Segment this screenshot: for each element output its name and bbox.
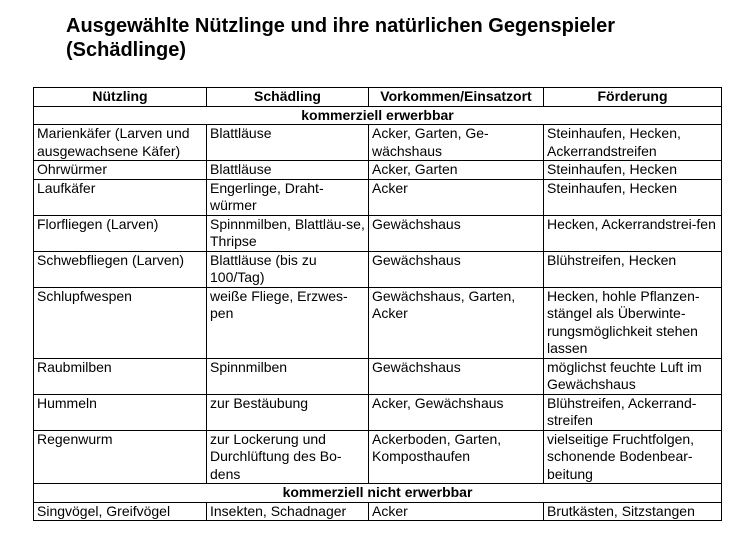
cell-vorkommen: Acker xyxy=(369,502,544,521)
table-row xyxy=(34,394,722,430)
cell-nuetzling: Ohrwürmer xyxy=(34,161,207,180)
cell-foerderung: vielseitige Fruchtfolgen, schonende Bodenbear-beitung xyxy=(544,430,722,484)
table-row xyxy=(34,215,722,251)
beneficials-table xyxy=(33,87,722,521)
table-row xyxy=(34,179,722,215)
cell-nuetzling: Marienkäfer (Larven und ausgewachsene Käfer) xyxy=(34,125,207,161)
table-row xyxy=(34,251,722,287)
cell-foerderung: Blühstreifen, Hecken xyxy=(544,251,722,287)
cell-schaedling: Spinnmilben xyxy=(207,358,369,394)
cell-vorkommen: Acker, Gewächshaus xyxy=(369,394,544,430)
cell-vorkommen: Gewächshaus xyxy=(369,358,544,394)
table-row xyxy=(34,502,722,521)
cell-schaedling: weiße Fliege, Erzwes-pen xyxy=(207,287,369,358)
cell-schaedling: Blattläuse xyxy=(207,125,369,161)
cell-schaedling: Insekten, Schadnager xyxy=(207,502,369,521)
cell-nuetzling: Singvögel, Greifvögel xyxy=(34,502,207,521)
cell-schaedling: Spinnmilben, Blattläu-se, Thripse xyxy=(207,215,369,251)
table-row xyxy=(34,287,722,358)
table-row xyxy=(34,161,722,180)
header-vorkommen: Vorkommen/Einsatzort xyxy=(369,88,544,107)
section-row xyxy=(34,484,722,503)
cell-foerderung: Hecken, hohle Pflanzen-stängel als Überwinte-rungsmöglichkeit stehen lassen xyxy=(544,287,722,358)
header-schaedling: Schädling xyxy=(207,88,369,107)
cell-nuetzling: Hummeln xyxy=(34,394,207,430)
section-label: kommerziell nicht erwerbbar xyxy=(34,484,722,503)
section-row xyxy=(34,106,722,125)
cell-vorkommen: Gewächshaus, Garten, Acker xyxy=(369,287,544,358)
cell-vorkommen: Ackerboden, Garten, Komposthaufen xyxy=(369,430,544,484)
cell-foerderung: Steinhaufen, Hecken xyxy=(544,179,722,215)
cell-vorkommen: Gewächshaus xyxy=(369,215,544,251)
cell-vorkommen: Gewächshaus xyxy=(369,251,544,287)
cell-vorkommen: Acker xyxy=(369,179,544,215)
cell-schaedling: zur Lockerung und Durchlüftung des Bo-dens xyxy=(207,430,369,484)
cell-nuetzling: Schwebfliegen (Larven) xyxy=(34,251,207,287)
table-row xyxy=(34,125,722,161)
table-row xyxy=(34,358,722,394)
cell-schaedling: zur Bestäubung xyxy=(207,394,369,430)
header-foerderung: Förderung xyxy=(544,88,722,107)
cell-foerderung: Blühstreifen, Ackerrand-streifen xyxy=(544,394,722,430)
cell-nuetzling: Florfliegen (Larven) xyxy=(34,215,207,251)
cell-foerderung: Steinhaufen, Hecken, Ackerrandstreifen xyxy=(544,125,722,161)
cell-schaedling: Blattläuse (bis zu 100/Tag) xyxy=(207,251,369,287)
cell-nuetzling: Regenwurm xyxy=(34,430,207,484)
cell-nuetzling: Laufkäfer xyxy=(34,179,207,215)
cell-vorkommen: Acker, Garten xyxy=(369,161,544,180)
table-body xyxy=(34,106,722,521)
table-row xyxy=(34,430,722,484)
cell-foerderung: Brutkästen, Sitzstangen xyxy=(544,502,722,521)
cell-foerderung: möglichst feuchte Luft im Gewächshaus xyxy=(544,358,722,394)
cell-foerderung: Hecken, Ackerrandstrei-fen xyxy=(544,215,722,251)
table-header-row xyxy=(34,88,722,107)
cell-nuetzling: Raubmilben xyxy=(34,358,207,394)
cell-schaedling: Engerlinge, Draht-würmer xyxy=(207,179,369,215)
section-label: kommerziell erwerbbar xyxy=(34,106,722,125)
header-nuetzling: Nützling xyxy=(34,88,207,107)
page-title: Ausgewählte Nützlinge und ihre natürlichen Gegenspieler (Schädlinge) xyxy=(66,15,615,61)
cell-schaedling: Blattläuse xyxy=(207,161,369,180)
cell-nuetzling: Schlupfwespen xyxy=(34,287,207,358)
cell-foerderung: Steinhaufen, Hecken xyxy=(544,161,722,180)
cell-vorkommen: Acker, Garten, Ge-wächshaus xyxy=(369,125,544,161)
